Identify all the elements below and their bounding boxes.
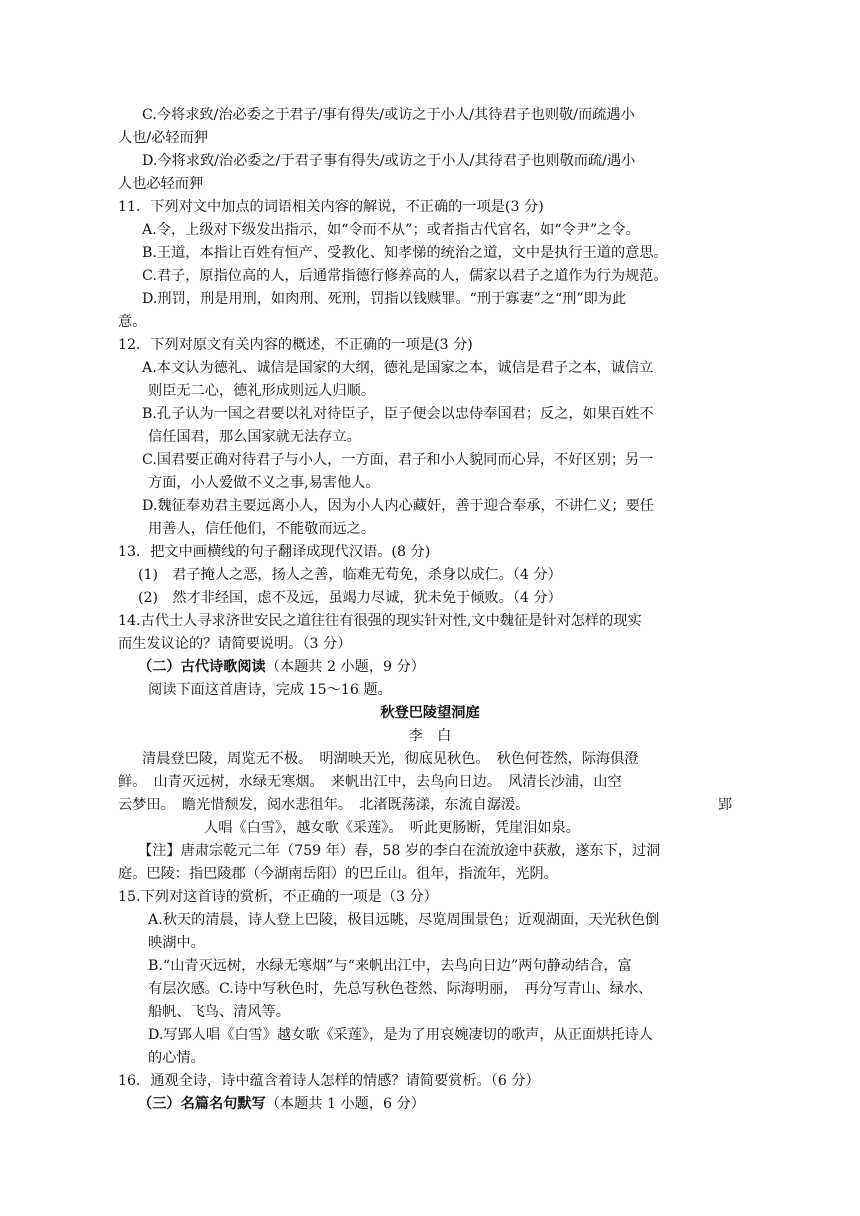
q15-option-a-line1: A.秋天的清晨，诗人登上巴陵，极目远眺，尽览周围景色；近观湖面，天光秋色倒 — [148, 912, 660, 928]
section-3-title: （三）名篇名句默写 — [138, 1096, 266, 1112]
section-3-heading — [138, 1094, 425, 1114]
q11-option-c: C.君子，原指位高的人，后通常指德行修养高的人，儒家以君子之道作为行为规范。 — [142, 268, 668, 284]
poem-line-2: 鲜。 山青灭远树，水绿无寒烟。 来帆出江中，去鸟向日边。 风清长沙浦，山空 — [118, 774, 622, 790]
poem-line-1: 清晨登巴陵，周览无不极。 明湖映天光，彻底见秋色。 秋色何苍然，际海俱澄 — [142, 751, 639, 767]
q11-option-b: B.王道，本指让百姓有恒产、受教化、知孝悌的统治之道，文中是执行王道的意思。 — [142, 245, 668, 261]
q12-option-b-line2: 信任国君，那么国家就无法存立。 — [148, 429, 361, 445]
section-3-note: （本题共 1 小题，6 分） — [265, 1096, 425, 1112]
q14-stem-line2: 而生发议论的？请简要说明。（3 分） — [118, 636, 352, 652]
poem-note-line2: 庭。巴陵：指巴陵郡（今湖南岳阳）的巴丘山。徂年，指流年，光阴。 — [118, 866, 558, 882]
q15-option-b-line1: B.“山青灭远树，水绿无寒烟”与“来帆出江中，去鸟向日边”两句静动结合，富 — [148, 958, 632, 974]
section-2-instruction: 阅读下面这首唐诗，完成 15～16 题。 — [148, 682, 392, 698]
q15-option-d-line1: D.写郢人唱《白雪》越女歌《采莲》，是为了用哀婉凄切的歌声，从正面烘托诗人 — [148, 1027, 653, 1043]
q10-option-c-line1: C.今将求致/治必委之于君子/事有得失/或访之于小人/其待君子也则敬/而疏遇小 — [142, 107, 635, 123]
q12-option-c-line1: C.国君要正确对待君子与小人，一方面，君子和小人貌同而心异，不好区别；另一 — [142, 452, 654, 468]
q12-option-a-line1: A.本文认为德礼、诚信是国家的大纲，德礼是国家之本，诚信是君子之本，诚信立 — [142, 360, 654, 376]
q10-option-d-line2: 人也必轻而狎 — [118, 176, 204, 192]
poem-line-3-tail: 郢 — [718, 797, 733, 813]
q13-item-2: (2) 然才非经国，虑不及远，虽竭力尽诚，犹未免于倾败。（4 分） — [138, 590, 562, 606]
q14-stem-line1: 14.古代士人寻求济世安民之道往往有很强的现实针对性,文中魏征是针对怎样的现实 — [118, 613, 642, 629]
q16-stem: 16．通观全诗，诗中蕴含着诗人怎样的情感？请简要赏析。（6 分） — [118, 1073, 540, 1089]
q12-option-a-line2: 则臣无二心，德礼形成则远人归顺。 — [148, 383, 376, 399]
q13-stem: 13．把文中画横线的句子翻译成现代汉语。(8 分) — [118, 544, 431, 560]
q15-option-d-line2: 的心情。 — [148, 1050, 205, 1066]
poem-author: 李 白 — [408, 728, 452, 744]
q11-stem: 11．下列对文中加点的词语相关内容的解说，不正确的一项是(3 分) — [118, 199, 544, 215]
section-2-heading — [138, 657, 425, 677]
q12-stem: 12．下列对原文有关内容的概述，不正确的一项是(3 分) — [118, 337, 473, 353]
q15-option-b-c-line: 有层次感。C.诗中写秋色时，先总写秋色苍然、际海明丽， 再分写青山、绿水、 — [148, 981, 653, 997]
q10-option-c-line2: 人也/必轻而狎 — [118, 130, 208, 146]
q15-option-a-line2: 映湖中。 — [148, 935, 205, 951]
poem-title: 秋登巴陵望洞庭 — [380, 705, 480, 721]
section-2-note: （本题共 2 小题，9 分） — [265, 659, 425, 675]
q11-option-a: A.令，上级对下级发出指示，如“令而不从”；或者指古代官名，如“令尹”之令。 — [142, 222, 640, 238]
q12-option-b-line1: B.孔子认为一国之君要以礼对待臣子，臣子便会以忠侍奉国君；反之，如果百姓不 — [142, 406, 654, 422]
poem-line-3: 云梦田。 瞻光惜颓发，阅水悲徂年。 北渚既荡漾，东流自潺湲。 — [118, 797, 530, 813]
q11-option-d-line2: 意。 — [118, 314, 147, 330]
q15-stem: 15.下列对这首诗的赏析，不正确的一项是（3 分） — [118, 889, 438, 905]
q12-option-c-line2: 方面，小人爱做不义之事,易害他人。 — [148, 475, 380, 491]
poem-line-4: 人唱《白雪》，越女歌《采莲》。 听此更肠断，凭崖泪如泉。 — [204, 820, 580, 836]
q11-option-d-line1: D.刑罚，刑是用刑，如肉刑、死刑，罚指以钱赎罪。“刑于寡妻”之“刑”即为此 — [142, 291, 627, 307]
poem-note-line1: 【注】唐肃宗乾元二年（759 年）春，58 岁的李白在流放途中获赦，遂东下，过洞 — [138, 843, 661, 859]
q10-option-d-line1: D.今将求致/治必委之/于君子事有得失/或访之于小人/其待君子也则敬而疏/遇小 — [142, 153, 636, 169]
q12-option-d-line2: 用善人，信任他们，不能敬而远之。 — [148, 521, 376, 537]
q12-option-d-line1: D.魏征奉劝君主要远离小人，因为小人内心藏奸，善于迎合奉承，不讲仁义；要任 — [142, 498, 654, 514]
section-2-title: （二）古代诗歌阅读 — [138, 659, 266, 675]
q15-option-c-line2: 船帆、飞鸟、清风等。 — [148, 1004, 290, 1020]
q13-item-1: (1) 君子掩人之恶，扬人之善，临难无苟免，杀身以成仁。（4 分） — [138, 567, 562, 583]
